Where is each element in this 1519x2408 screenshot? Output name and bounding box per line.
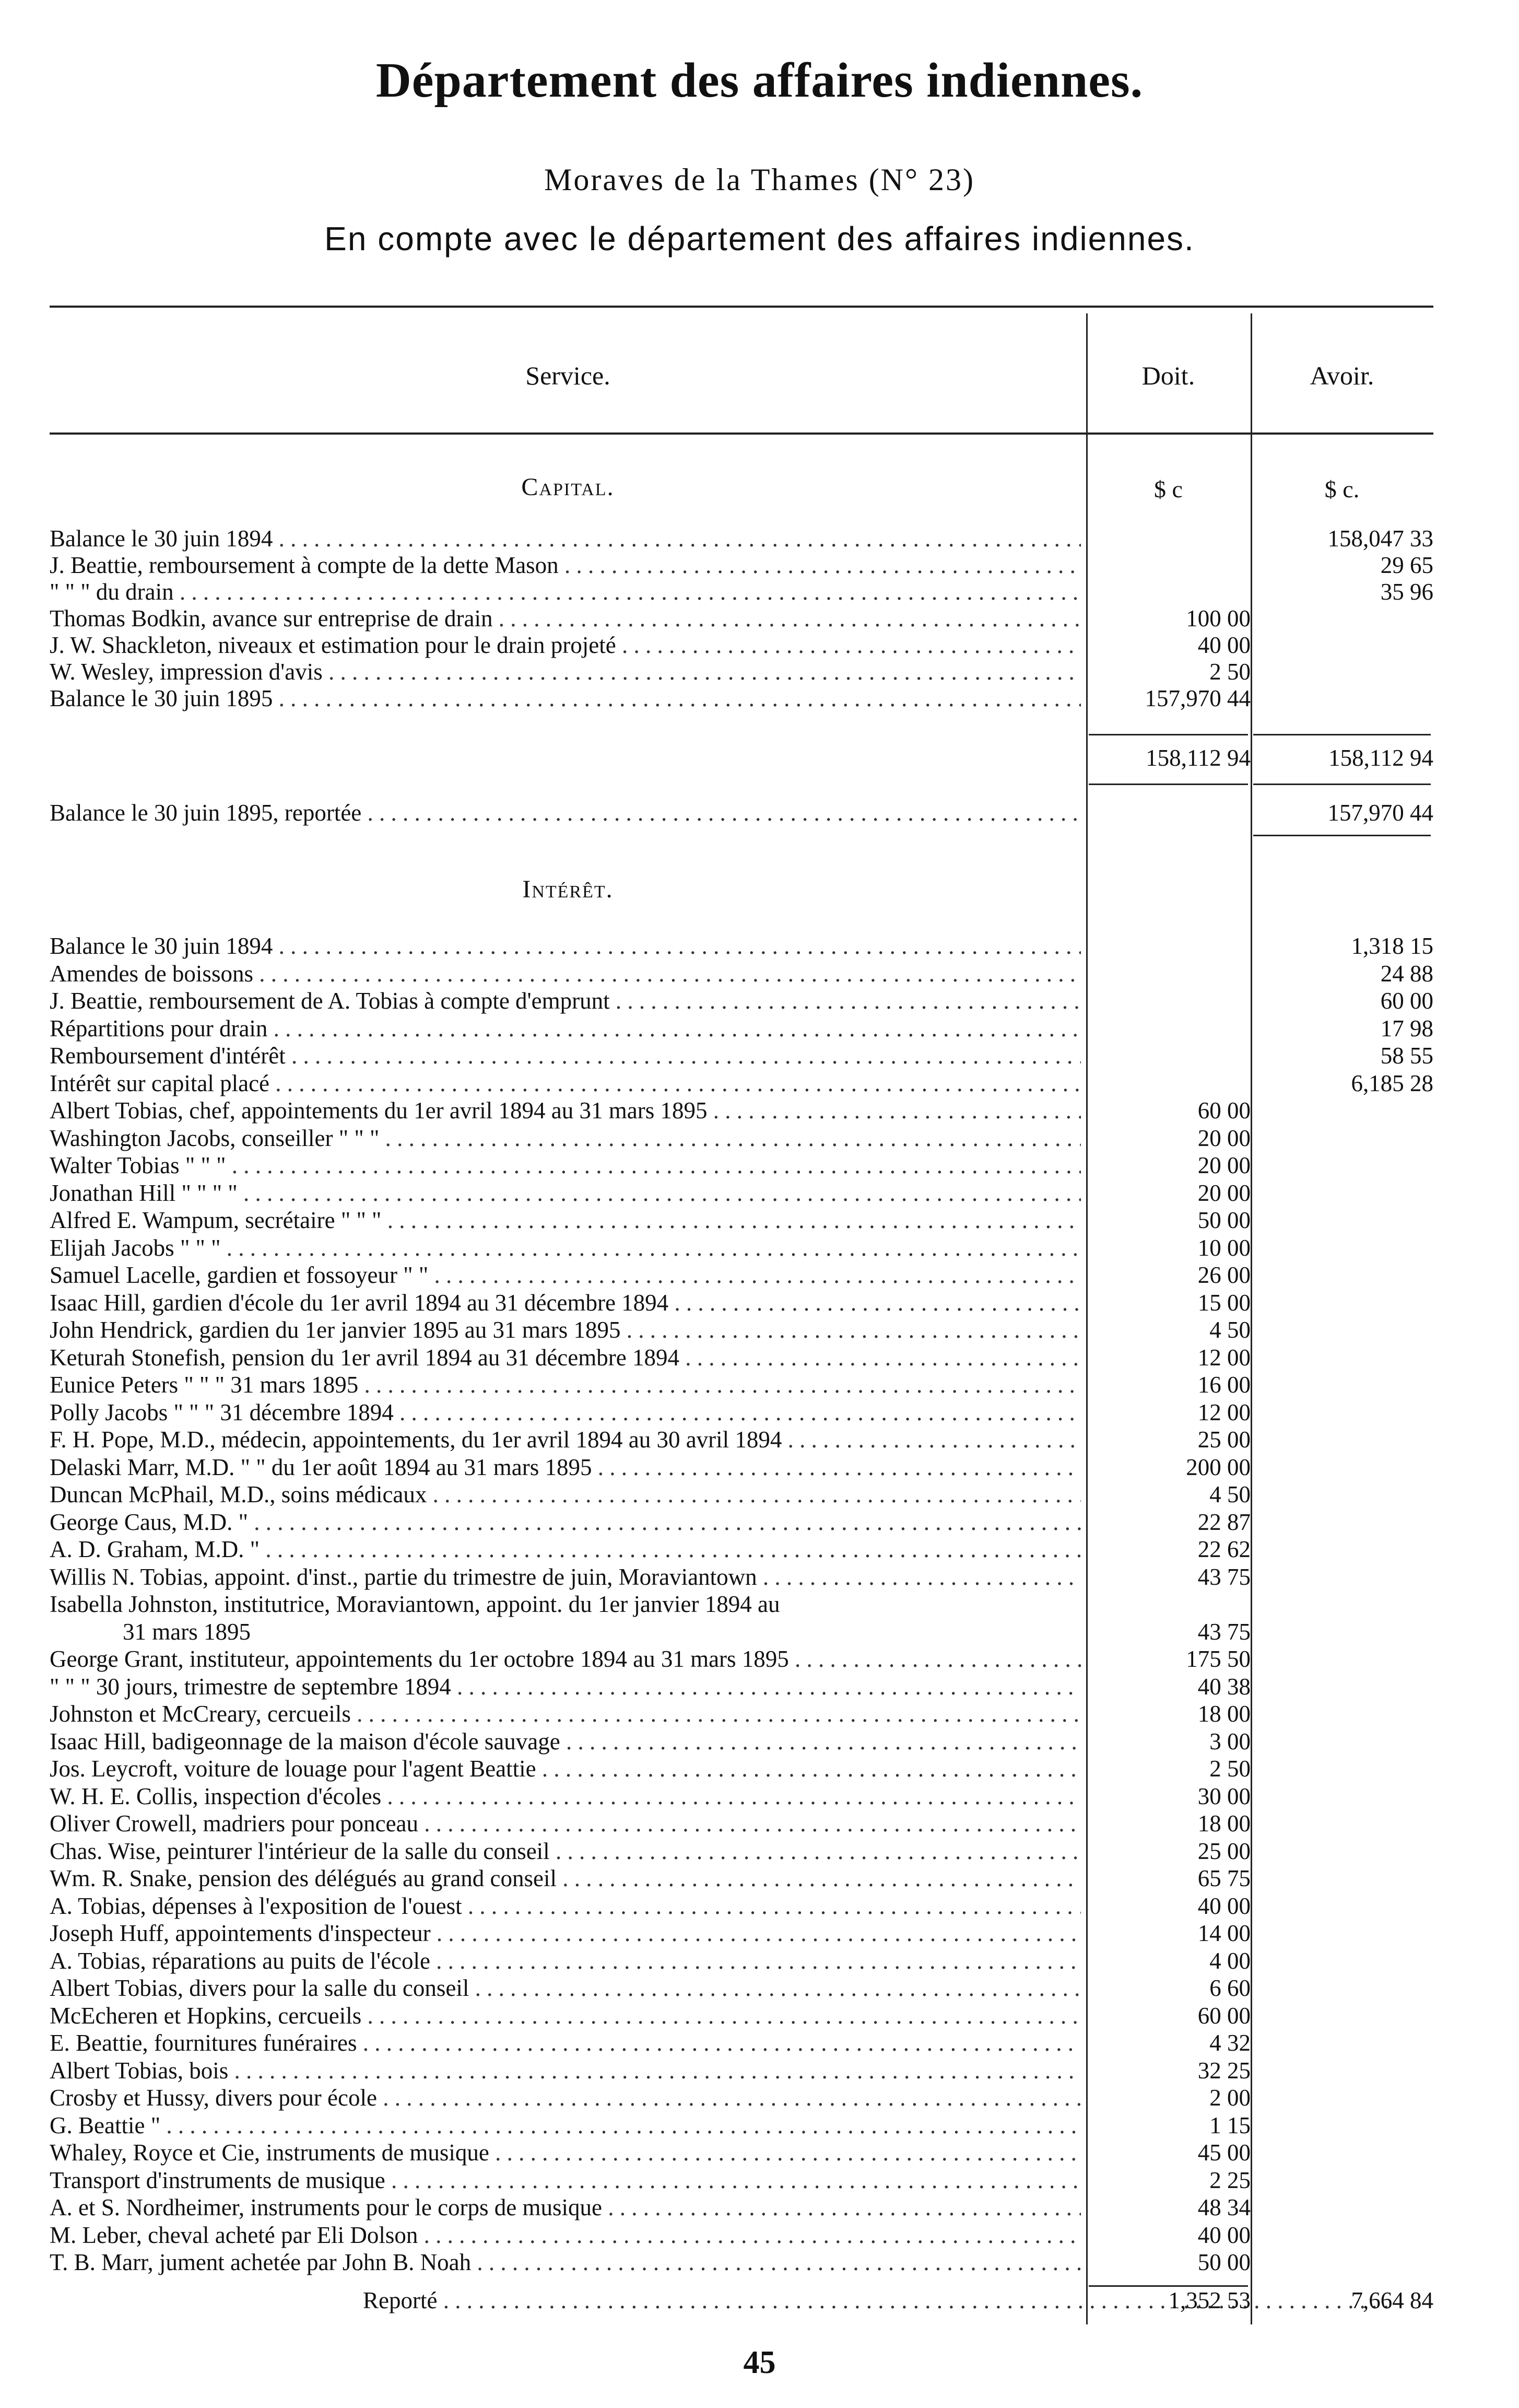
ledger-row	[50, 1618, 1433, 1645]
row-description: Amendes de boissons . . .	[50, 960, 1081, 987]
ledger-row	[50, 632, 1433, 659]
ledger-row	[50, 1783, 1433, 1810]
unit-debit: $ c	[1154, 476, 1183, 502]
row-debit: 45 00	[1197, 2140, 1251, 2166]
row-description: Albert Tobias, bois . . .	[50, 2057, 1081, 2084]
ledger-row	[50, 2084, 1433, 2111]
sum-rule-credit-2	[1253, 784, 1431, 785]
row-credit: 6,185 28	[1351, 1070, 1433, 1096]
row-description: Albert Tobias, divers pour la salle du conseil . . .	[50, 1974, 1081, 2002]
reporte-row	[50, 2287, 1433, 2314]
row-description: George Caus, M.D. " . . .	[50, 1509, 1081, 1536]
row-description: Johnston et McCreary, cercueils . . .	[50, 1700, 1081, 1727]
row-description: Eunice Peters " " " 31 mars 1895 . . .	[50, 1371, 1081, 1398]
row-debit: 10 00	[1197, 1234, 1251, 1261]
row-description: E. Beattie, fournitures funéraires . . .	[50, 2029, 1081, 2056]
row-debit: 40 00	[1197, 2222, 1251, 2248]
column-header-service: Service.	[525, 361, 610, 390]
ledger-row	[50, 1125, 1433, 1152]
ledger-row	[50, 2222, 1433, 2249]
row-credit: 24 88	[1380, 960, 1433, 987]
capital-total-debit: 158,112 94	[1146, 745, 1251, 771]
row-description: Elijah Jacobs " " " . . .	[50, 1234, 1081, 1261]
row-description: Wm. R. Snake, pension des délégués au grand conseil . . .	[50, 1865, 1081, 1892]
row-description: J. Beattie, remboursement de A. Tobias à compte d'emprunt . . .	[50, 987, 1081, 1014]
capital-total-credit: 158,112 94	[1328, 745, 1433, 771]
ledger-row	[50, 658, 1433, 685]
row-description: Willis N. Tobias, appoint. d'inst., partie du trimestre de juin, Moraviantown . . .	[50, 1563, 1081, 1591]
row-description: Thomas Bodkin, avance sur entreprise de drain . . .	[50, 605, 1081, 632]
row-debit: 25 00	[1197, 1838, 1251, 1864]
ledger-row	[50, 1070, 1433, 1097]
ledger-row	[50, 2029, 1433, 2056]
row-description: A. et S. Nordheimer, instruments pour le corps de musique . . .	[50, 2194, 1081, 2221]
row-description: Balance le 30 juin 1894 . . .	[50, 525, 1081, 552]
ledger-row	[50, 1755, 1433, 1782]
row-description: Intérêt sur capital placé . . .	[50, 1070, 1081, 1097]
row-description: Isaac Hill, gardien d'école du 1er avril 1894 au 31 décembre 1894 . . .	[50, 1289, 1081, 1316]
row-description: T. B. Marr, jument achetée par John B. Noah . . .	[50, 2249, 1081, 2276]
row-debit: 2 50	[1209, 1756, 1251, 1782]
ledger-row	[50, 1261, 1433, 1289]
row-description: G. Beattie " . . .	[50, 2112, 1081, 2139]
row-description: Isabella Johnston, institutrice, Moraviantown, appoint. du 1er janvier 1894 au	[50, 1591, 780, 1617]
account-line: En compte avec le département des affaires indiennes.	[324, 220, 1195, 258]
row-debit: 12 00	[1197, 1344, 1251, 1371]
unit-credit: $ c.	[1324, 476, 1360, 502]
ledger-row	[50, 1454, 1433, 1481]
ledger-row	[50, 1042, 1433, 1069]
row-debit: 12 00	[1197, 1399, 1251, 1425]
row-debit: 25 00	[1197, 1427, 1251, 1453]
row-description: John Hendrick, gardien du 1er janvier 1895 au 31 mars 1895 . . .	[50, 1316, 1081, 1343]
capital-carried-label: Balance le 30 juin 1895, reportée . . .	[50, 799, 1081, 826]
row-description: Washington Jacobs, conseiller " " " . . .	[50, 1125, 1081, 1152]
ledger-row	[50, 1207, 1433, 1234]
ledger-row	[50, 1344, 1433, 1371]
ledger-row	[50, 1426, 1433, 1453]
row-debit: 50 00	[1197, 2249, 1251, 2275]
row-description: Balance le 30 juin 1894 . . .	[50, 932, 1081, 960]
row-debit: 3 00	[1209, 1728, 1251, 1755]
row-debit: 22 62	[1197, 1536, 1251, 1562]
row-description: Albert Tobias, chef, appointements du 1er avril 1894 au 31 mars 1895 . . .	[50, 1097, 1081, 1124]
row-debit: 50 00	[1197, 1207, 1251, 1233]
row-description: A. D. Graham, M.D. " . . .	[50, 1536, 1081, 1563]
row-debit: 4 50	[1209, 1317, 1251, 1343]
ledger-row	[50, 987, 1433, 1014]
row-description: Keturah Stonefish, pension du 1er avril 1894 au 31 décembre 1894 . . .	[50, 1344, 1081, 1371]
reporte-label: Reporté . . .	[50, 2287, 1394, 2314]
row-credit: 58 55	[1380, 1043, 1433, 1069]
row-description: Delaski Marr, M.D. " " du 1er août 1894 au 31 mars 1895 . . .	[50, 1454, 1081, 1481]
row-description: Samuel Lacelle, gardien et fossoyeur " " . . .	[50, 1261, 1081, 1289]
row-debit: 2 25	[1209, 2167, 1251, 2193]
ledger-row	[50, 1563, 1433, 1591]
row-description: Oliver Crowell, madriers pour ponceau . . .	[50, 1810, 1081, 1837]
ledger-row	[50, 2249, 1433, 2276]
ledger-row	[50, 1700, 1433, 1727]
ledger-row	[50, 1097, 1433, 1124]
ledger-row	[50, 1892, 1433, 1920]
ledger-row	[50, 1974, 1433, 2002]
ledger-row	[50, 960, 1433, 987]
row-debit: 157,970 44	[1145, 685, 1251, 711]
ledger-row	[50, 1152, 1433, 1179]
section-title-capital: Capital.	[521, 473, 615, 501]
sum-rule-debit	[1089, 734, 1248, 735]
ledger-row	[50, 1371, 1433, 1398]
row-description: W. H. E. Collis, inspection d'écoles . . .	[50, 1783, 1081, 1810]
ledger-row	[50, 578, 1433, 605]
ledger-row	[50, 1728, 1433, 1755]
ledger-row	[50, 1509, 1433, 1536]
row-debit: 15 00	[1197, 1289, 1251, 1316]
row-debit: 2 00	[1209, 2085, 1251, 2111]
row-debit: 40 38	[1197, 1673, 1251, 1700]
top-rule	[50, 306, 1433, 308]
row-debit: 18 00	[1197, 1810, 1251, 1837]
row-debit: 22 87	[1197, 1509, 1251, 1535]
row-debit: 16 00	[1197, 1372, 1251, 1398]
capital-carried-credit: 157,970 44	[1327, 800, 1433, 826]
row-debit: 60 00	[1197, 2002, 1251, 2029]
row-description: Duncan McPhail, M.D., soins médicaux . . .	[50, 1481, 1081, 1508]
account-subtitle: Moraves de la Thames (N° 23)	[544, 162, 975, 197]
row-debit: 100 00	[1186, 605, 1251, 632]
row-debit: 2 50	[1209, 659, 1251, 685]
row-description: Crosby et Hussy, divers pour école . . .	[50, 2084, 1081, 2111]
row-debit: 4 00	[1209, 1947, 1251, 1974]
ledger-row	[50, 2194, 1433, 2221]
row-description: J. W. Shackleton, niveaux et estimation pour le drain projeté . . .	[50, 632, 1081, 659]
row-debit: 26 00	[1197, 1262, 1251, 1288]
capital-total-row	[50, 744, 1433, 772]
row-description: George Grant, instituteur, appointements du 1er octobre 1894 au 31 mars 1895 . . .	[50, 1645, 1081, 1673]
ledger-row	[50, 525, 1433, 552]
row-credit: 35 96	[1380, 579, 1433, 605]
row-description: Répartitions pour drain . . .	[50, 1015, 1081, 1042]
row-credit: 158,047 33	[1327, 525, 1433, 552]
row-debit: 6 60	[1209, 1975, 1251, 2001]
page-number: 45	[743, 2345, 776, 2380]
row-description: Balance le 30 juin 1895 . . .	[50, 685, 1081, 712]
ledger-row	[50, 1947, 1433, 1974]
row-description: " " " 30 jours, trimestre de septembre 1894 . . .	[50, 1673, 1081, 1700]
ledger-row	[50, 1289, 1433, 1316]
row-description: Joseph Huff, appointements d'inspecteur . . .	[50, 1920, 1081, 1947]
row-debit: 20 00	[1197, 1179, 1251, 1206]
row-description: W. Wesley, impression d'avis . . .	[50, 658, 1081, 685]
row-credit: 1,318 15	[1351, 933, 1433, 959]
ledger-row	[50, 932, 1433, 960]
ledger-row	[50, 1865, 1433, 1892]
row-debit: 43 75	[1197, 1618, 1251, 1645]
ledger-row	[50, 1179, 1433, 1207]
row-debit: 18 00	[1197, 1701, 1251, 1727]
row-description: 31 mars 1895	[123, 1618, 251, 1645]
section-title-interest: Intérêt.	[522, 875, 614, 903]
ledger-row	[50, 2002, 1433, 2029]
row-debit: 20 00	[1197, 1152, 1251, 1178]
ledger-row	[50, 2167, 1433, 2194]
row-debit: 65 75	[1197, 1865, 1251, 1891]
row-debit: 43 75	[1197, 1563, 1251, 1590]
ledger-row	[50, 1316, 1433, 1343]
header-rule	[50, 432, 1433, 435]
row-debit: 40 00	[1197, 632, 1251, 658]
row-debit: 20 00	[1197, 1125, 1251, 1151]
ledger-row	[50, 552, 1433, 579]
row-debit: 48 34	[1197, 2194, 1251, 2220]
ledger-row	[50, 1920, 1433, 1947]
ledger-row	[50, 1810, 1433, 1837]
row-debit: 40 00	[1197, 1892, 1251, 1919]
row-description: Polly Jacobs " " " 31 décembre 1894 . . .	[50, 1399, 1081, 1426]
ledger-row	[50, 1015, 1433, 1042]
row-description: McEcheren et Hopkins, cercueils . . .	[50, 2002, 1081, 2029]
row-debit: 60 00	[1197, 1097, 1251, 1124]
sum-rule-debit-2	[1089, 784, 1248, 785]
sum-rule-credit-3	[1253, 835, 1431, 836]
row-description: Isaac Hill, badigeonnage de la maison d'école sauvage . . .	[50, 1728, 1081, 1755]
row-description: Jos. Leycroft, voiture de louage pour l'agent Beattie . . .	[50, 1755, 1081, 1782]
row-debit: 200 00	[1186, 1454, 1251, 1480]
row-credit: 60 00	[1380, 988, 1433, 1014]
page-title: Département des affaires indiennes.	[375, 53, 1144, 108]
ledger-row	[50, 685, 1433, 712]
ledger-row	[50, 1481, 1433, 1508]
row-description: Alfred E. Wampum, secrétaire " " " . . .	[50, 1207, 1081, 1234]
row-description: A. Tobias, dépenses à l'exposition de l'ouest . . .	[50, 1892, 1081, 1920]
column-header-credit: Avoir.	[1310, 361, 1374, 390]
row-description: A. Tobias, réparations au puits de l'école . . .	[50, 1947, 1081, 1974]
capital-carried-row	[50, 799, 1433, 826]
ledger-row	[50, 1399, 1433, 1426]
row-credit: 17 98	[1380, 1015, 1433, 1042]
row-debit: 4 32	[1209, 2030, 1251, 2056]
row-debit: 32 25	[1197, 2057, 1251, 2084]
row-description: M. Leber, cheval acheté par Eli Dolson . . .	[50, 2222, 1081, 2249]
reporte-credit: 7,664 84	[1351, 2287, 1433, 2313]
row-description: Whaley, Royce et Cie, instruments de musique . . .	[50, 2139, 1081, 2166]
row-description: J. Beattie, remboursement à compte de la dette Mason . . .	[50, 552, 1081, 579]
row-description: Remboursement d'intérêt . . .	[50, 1042, 1081, 1069]
reporte-debit: 1,352 53	[1168, 2287, 1251, 2313]
ledger-row	[50, 1536, 1433, 1563]
row-description: " " " du drain . . .	[50, 578, 1081, 605]
ledger-row	[50, 1234, 1433, 1261]
row-debit: 175 50	[1186, 1646, 1251, 1672]
sum-rule-credit	[1253, 734, 1431, 735]
row-debit: 1 15	[1209, 2112, 1251, 2138]
ledger-row	[50, 1591, 1433, 1618]
ledger-row	[50, 2112, 1433, 2139]
row-debit: 14 00	[1197, 1920, 1251, 1946]
row-description: Walter Tobias " " " . . .	[50, 1152, 1081, 1179]
ledger-row	[50, 605, 1433, 632]
row-description: Transport d'instruments de musique . . .	[50, 2167, 1081, 2194]
row-description: F. H. Pope, M.D., médecin, appointements, du 1er avril 1894 au 30 avril 1894 . . .	[50, 1426, 1081, 1453]
row-credit: 29 65	[1380, 552, 1433, 578]
row-debit: 30 00	[1197, 1783, 1251, 1809]
ledger-row	[50, 1645, 1433, 1673]
ledger-row	[50, 1673, 1433, 1700]
ledger-row	[50, 2139, 1433, 2166]
row-description: Jonathan Hill " " " " . . .	[50, 1179, 1081, 1207]
column-header-debit: Doit.	[1141, 361, 1195, 390]
row-debit: 4 50	[1209, 1481, 1251, 1507]
row-description: Chas. Wise, peinturer l'intérieur de la salle du conseil . . .	[50, 1838, 1081, 1865]
ledger-row	[50, 2057, 1433, 2084]
ledger-row	[50, 1838, 1433, 1865]
